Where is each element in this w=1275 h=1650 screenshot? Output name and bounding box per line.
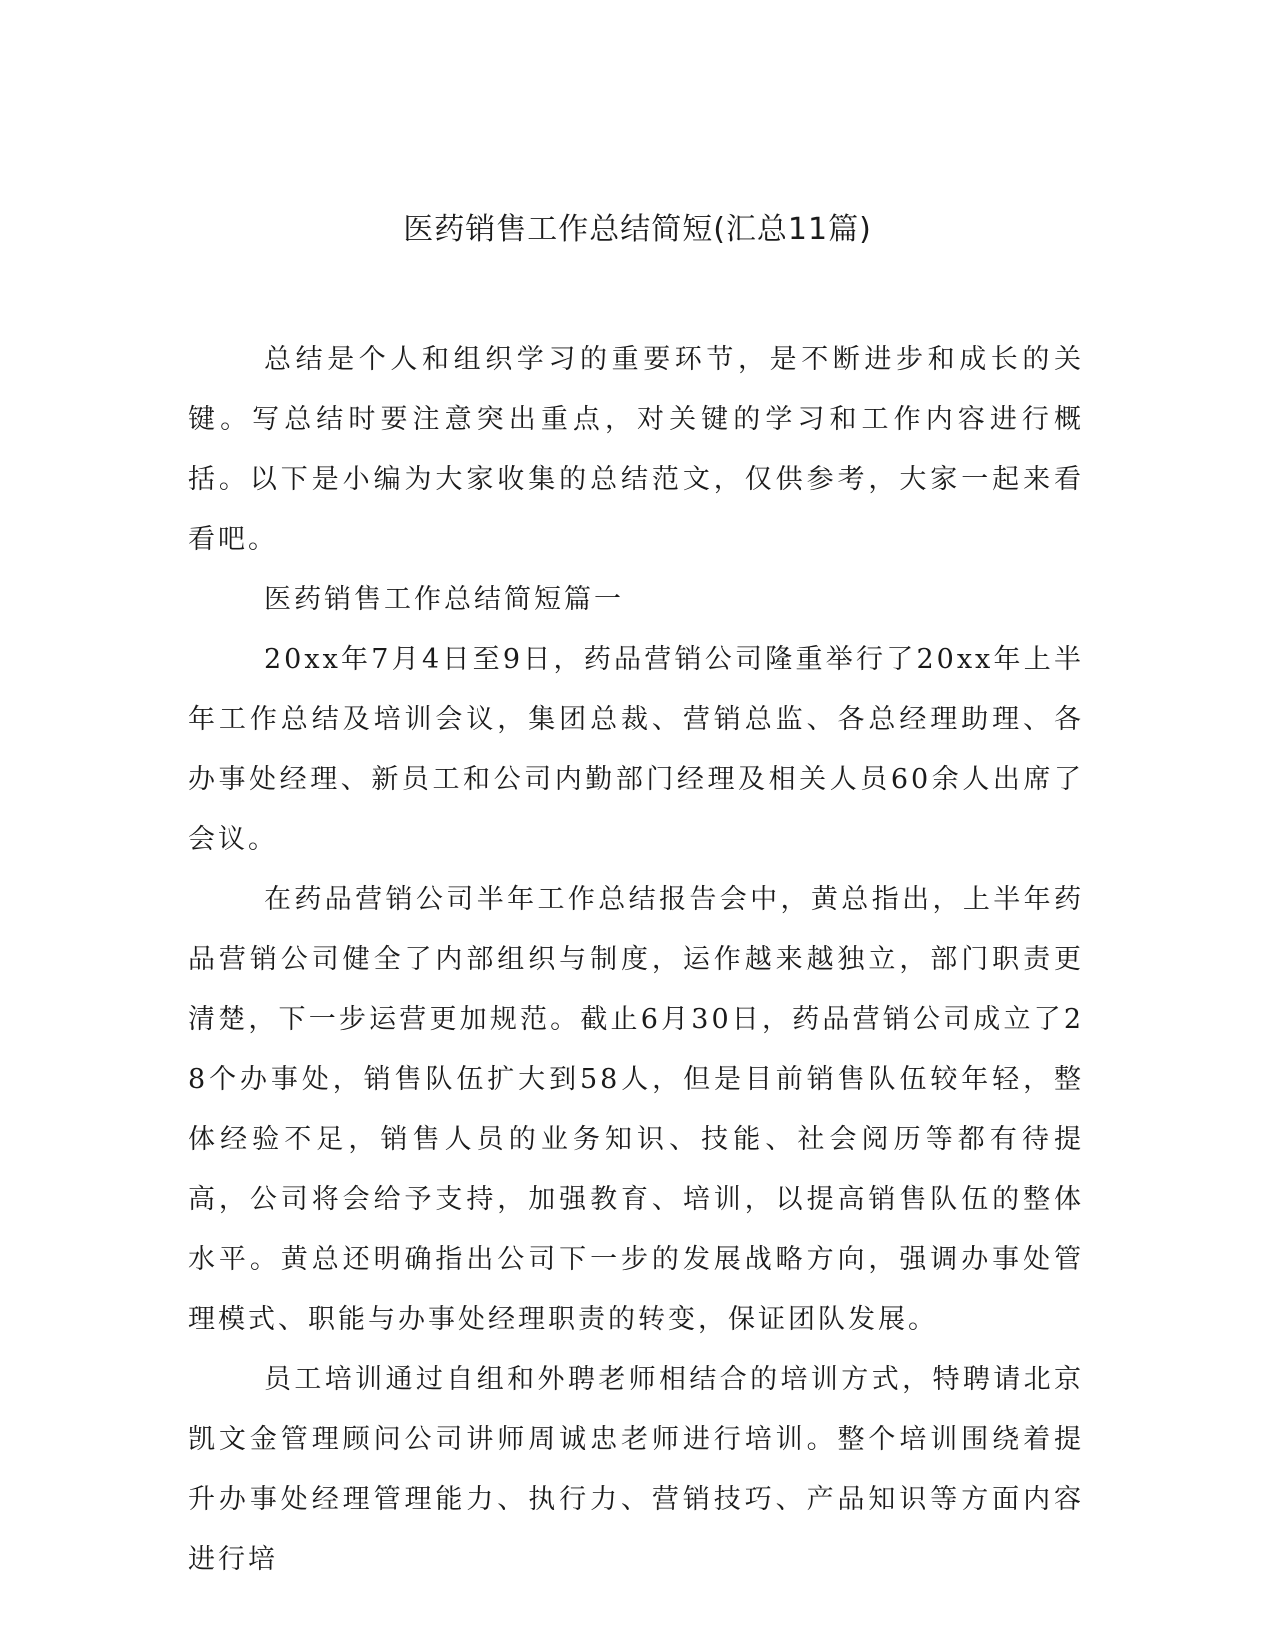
body-paragraph: 20xx年7月4日至9日，药品营销公司隆重举行了20xx年上半年工作总结及培训会议，集团总裁、营销总监、各总经理助理、各办事处经理、新员工和公司内勤部门经理及相关人员60余人出席了会议。 [188, 644, 1084, 855]
section-heading: 医药销售工作总结简短篇一 [264, 584, 624, 615]
body-paragraph: 员工培训通过自组和外聘老师相结合的培训方式，特聘请北京凯文金管理顾问公司讲师周诚忠老师进行培训。整个培训围绕着提升办事处经理管理能力、执行力、营销技巧、产品知识等方面内容进行培 [188, 1364, 1084, 1575]
document-title: 医药销售工作总结简短(汇总11篇) [403, 212, 872, 247]
intro-paragraph: 总结是个人和组织学习的重要环节，是不断进步和成长的关键。写总结时要注意突出重点，对关键的学习和工作内容进行概括。以下是小编为大家收集的总结范文，仅供参考，大家一起来看看吧。 [188, 344, 1084, 555]
body-paragraph: 在药品营销公司半年工作总结报告会中，黄总指出，上半年药品营销公司健全了内部组织与制度，运作越来越独立，部门职责更清楚，下一步运营更加规范。截止6月30日，药品营销公司成立了28个办事处，销售队伍扩大到58人，但是目前销售队伍较年轻，整体经验不足，销售人员的业务知识、技能、社会阅历等都有待提高，公司将会给予支持，加强教育、培训，以提高销售队伍的整体水平。黄总还明确指出公司下一步的发展战略方向，强调办事处管理模式、职能与办事处经理职责的转变，保证团队发展。 [188, 884, 1084, 1335]
document-body [188, 330, 1084, 1590]
